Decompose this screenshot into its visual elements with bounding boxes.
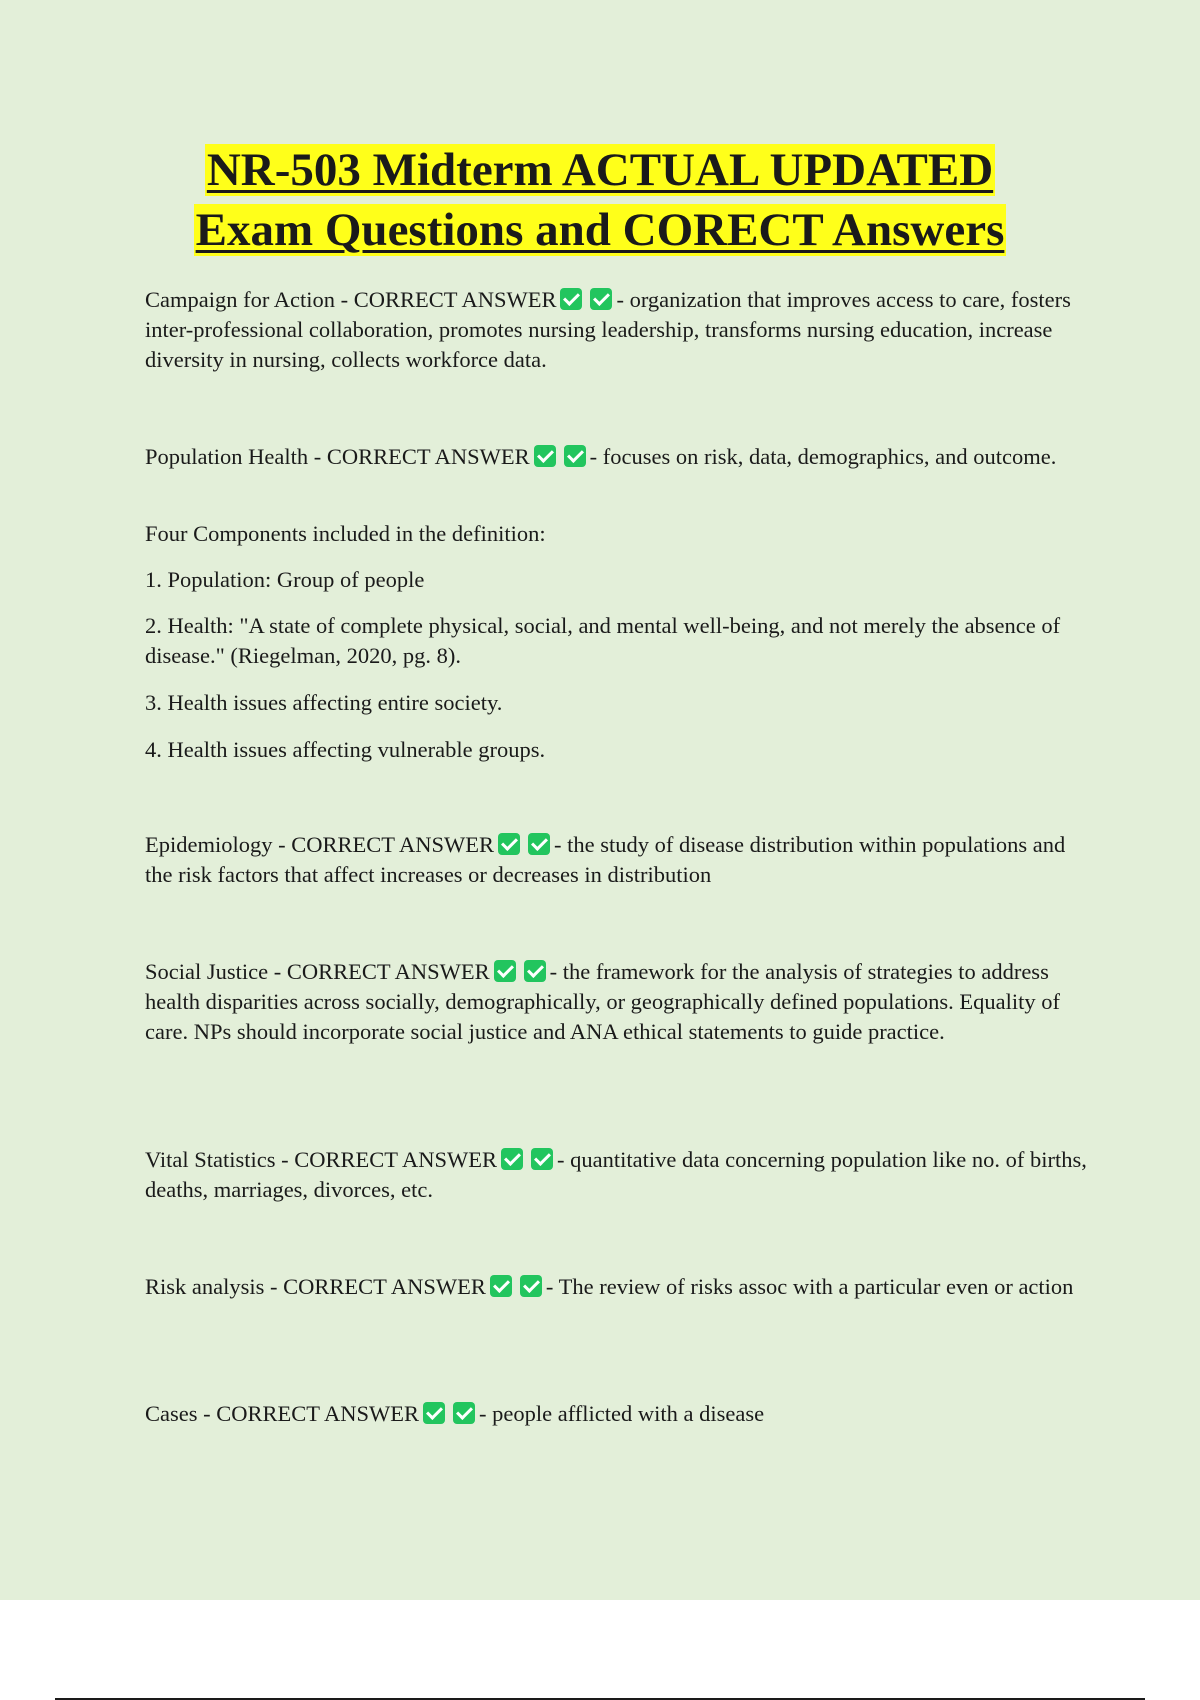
- entry-vital-statistics: Vital Statistics - CORRECT ANSWER - quantitative data concerning population like no. of births, deaths, marriages, divorces, etc.: [145, 1147, 1087, 1202]
- entry-definition: the study of disease distribution within populations and the risk factors that affect increases or decreases in distribution: [145, 832, 1066, 887]
- answer-label: CORRECT ANSWER: [326, 444, 530, 469]
- answer-label: CORRECT ANSWER: [353, 287, 557, 312]
- answer-label: CORRECT ANSWER: [216, 1401, 419, 1426]
- entry-definition: people afflicted with a disease: [492, 1401, 765, 1426]
- check-mark-icon: [453, 1402, 475, 1424]
- detail-component-2: 2. Health: "A state of complete physical, social, and mental well-being, and not merely the absence of disease." (Riegelman, 2020, pg. 8).: [145, 613, 1061, 668]
- check-mark-icon: [531, 1148, 553, 1170]
- entry-risk-analysis: Risk analysis - CORRECT ANSWER - The review of risks assoc with a particular even or action: [145, 1274, 1074, 1299]
- entry-social-justice: Social Justice - CORRECT ANSWER - the framework for the analysis of strategies to address health disparities across socially, demographically, or geographically defined populations. Equality of care. NPs should incorporate social justice and ANA ethical statements to guide practice.: [145, 959, 1060, 1044]
- entry-term: Campaign for Action: [145, 287, 335, 312]
- check-mark-icon: [534, 445, 556, 467]
- entry-term: Risk analysis: [145, 1274, 265, 1299]
- check-mark-icon: [498, 833, 520, 855]
- check-mark-icon: [590, 288, 612, 310]
- answer-label: CORRECT ANSWER: [283, 1274, 486, 1299]
- entry-cases: Cases - CORRECT ANSWER - people afflicted with a disease: [145, 1401, 765, 1426]
- document-title: [0, 140, 1200, 260]
- entry-definition: The review of risks assoc with a particular even or action: [558, 1274, 1074, 1299]
- title-line-1: NR-503 Midterm ACTUAL UPDATED: [206, 144, 994, 196]
- entry-definition: focuses on risk, data, demographics, and outcome.: [602, 444, 1057, 469]
- entry-term: Population Health: [145, 444, 309, 469]
- check-mark-icon: [494, 960, 516, 982]
- check-mark-icon: [423, 1402, 445, 1424]
- detail-component-1: 1. Population: Group of people: [145, 567, 425, 592]
- entry-term: Cases: [145, 1401, 198, 1426]
- detail-components-heading: Four Components included in the definition:: [145, 521, 546, 546]
- detail-component-4: 4. Health issues affecting vulnerable groups.: [145, 737, 546, 762]
- entry-term: Social Justice: [145, 959, 269, 984]
- detail-component-3: 3. Health issues affecting entire society.: [145, 690, 503, 715]
- answer-label: CORRECT ANSWER: [294, 1147, 498, 1172]
- entry-definition: organization that improves access to care, fosters inter-professional collaboration, promotes nursing leadership, transforms nursing education, increase diversity in nursing, collects workforce data.: [145, 287, 1071, 372]
- entry-definition: quantitative data concerning population like no. of births, deaths, marriages, divorces, etc.: [145, 1147, 1087, 1202]
- entry-term: Epidemiology: [145, 832, 273, 857]
- entry-definition: the framework for the analysis of strategies to address health disparities across socially, demographically, or geographically defined populations. Equality of care. NPs should incorporate social justice and ANA ethical statements to guide practice.: [145, 959, 1060, 1044]
- entry-population-health: Population Health - CORRECT ANSWER - focuses on risk, data, demographics, and outcome.: [145, 444, 1057, 469]
- check-mark-icon: [528, 833, 550, 855]
- entry-term: Vital Statistics: [145, 1147, 276, 1172]
- entry-epidemiology: Epidemiology - CORRECT ANSWER - the study of disease distribution within populations and the risk factors that affect increases or decreases in distribution: [145, 832, 1066, 887]
- check-mark-icon: [501, 1148, 523, 1170]
- title-line-2: Exam Questions and CORECT Answers: [195, 204, 1005, 256]
- answer-label: CORRECT ANSWER: [286, 959, 490, 984]
- check-mark-icon: [490, 1275, 512, 1297]
- entry-campaign-for-action: Campaign for Action - CORRECT ANSWER - organization that improves access to care, fosters inter-professional collaboration, promotes nursing leadership, transforms nursing education, increase diversity in nursing, collects workforce data.: [145, 287, 1071, 372]
- answer-label: CORRECT ANSWER: [291, 832, 494, 857]
- check-mark-icon: [520, 1275, 542, 1297]
- check-mark-icon: [564, 445, 586, 467]
- check-mark-icon: [560, 288, 582, 310]
- check-mark-icon: [524, 960, 546, 982]
